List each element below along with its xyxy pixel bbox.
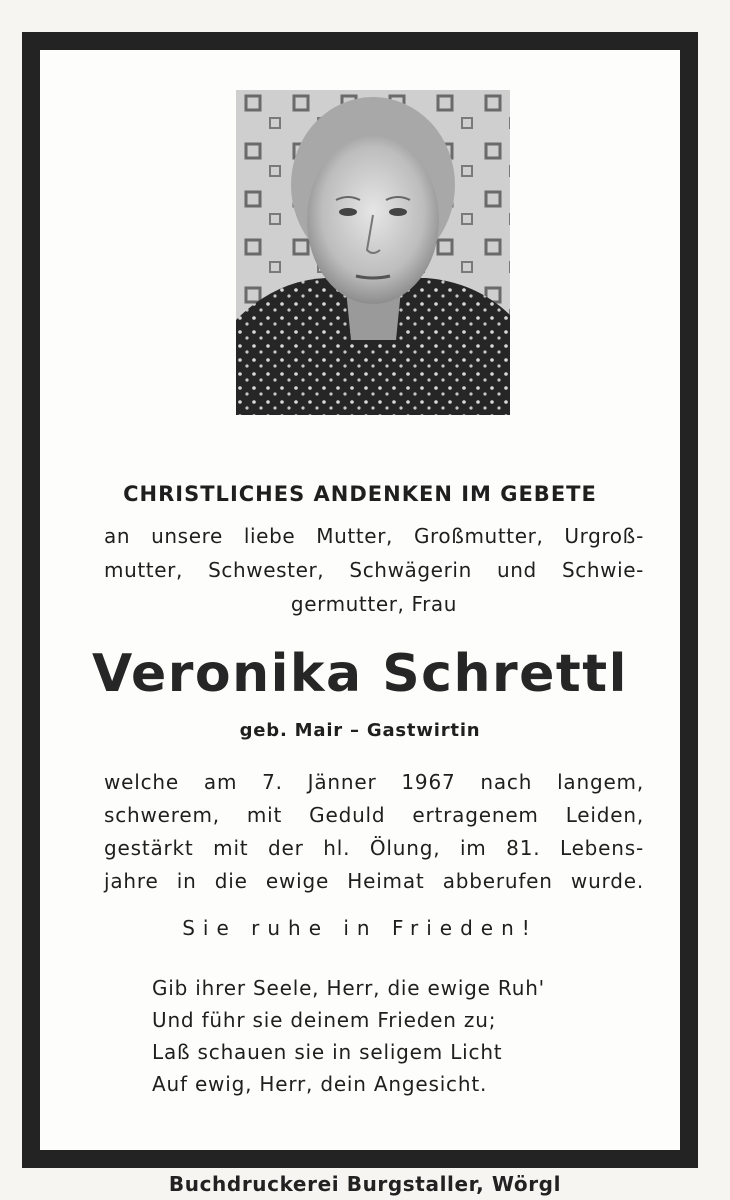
portrait-image <box>236 90 510 415</box>
intro-line-3: germutter, Frau <box>290 592 458 616</box>
body-line-1: welche am 7. Jänner 1967 nach langem, <box>104 770 644 794</box>
verse-line-4: Auf ewig, Herr, dein Angesicht. <box>152 1072 488 1096</box>
portrait-photo <box>236 90 510 415</box>
body-line-2: schwerem, mit Geduld ertragenem Leiden, <box>104 803 644 827</box>
verse-line-2: Und führ sie deinem Frieden zu; <box>152 1008 497 1032</box>
card-content <box>40 50 680 1150</box>
verse-line-1: Gib ihrer Seele, Herr, die ewige Ruh' <box>152 976 545 1000</box>
maiden-name-occupation: geb. Mair – Gastwirtin <box>239 720 481 741</box>
body-line-3: gestärkt mit der hl. Ölung, im 81. Lebens- <box>104 836 644 860</box>
deceased-name: Veronika Schrettl <box>92 644 628 704</box>
mourning-border <box>22 32 698 1168</box>
printer-credit: Buchdruckerei Burgstaller, Wörgl <box>168 1172 562 1196</box>
verse-line-3: Laß schauen sie in seligem Licht <box>152 1040 503 1064</box>
intro-line-2: mutter, Schwester, Schwägerin und Schwie- <box>104 558 644 582</box>
intro-line-1: an unsere liebe Mutter, Großmutter, Urgroß- <box>104 524 644 548</box>
body-line-4: jahre in die ewige Heimat abberufen wurde. <box>104 869 644 893</box>
rest-in-peace: Sie ruhe in Frieden! <box>182 916 538 940</box>
heading: CHRISTLICHES ANDENKEN IM GEBETE <box>123 482 597 506</box>
